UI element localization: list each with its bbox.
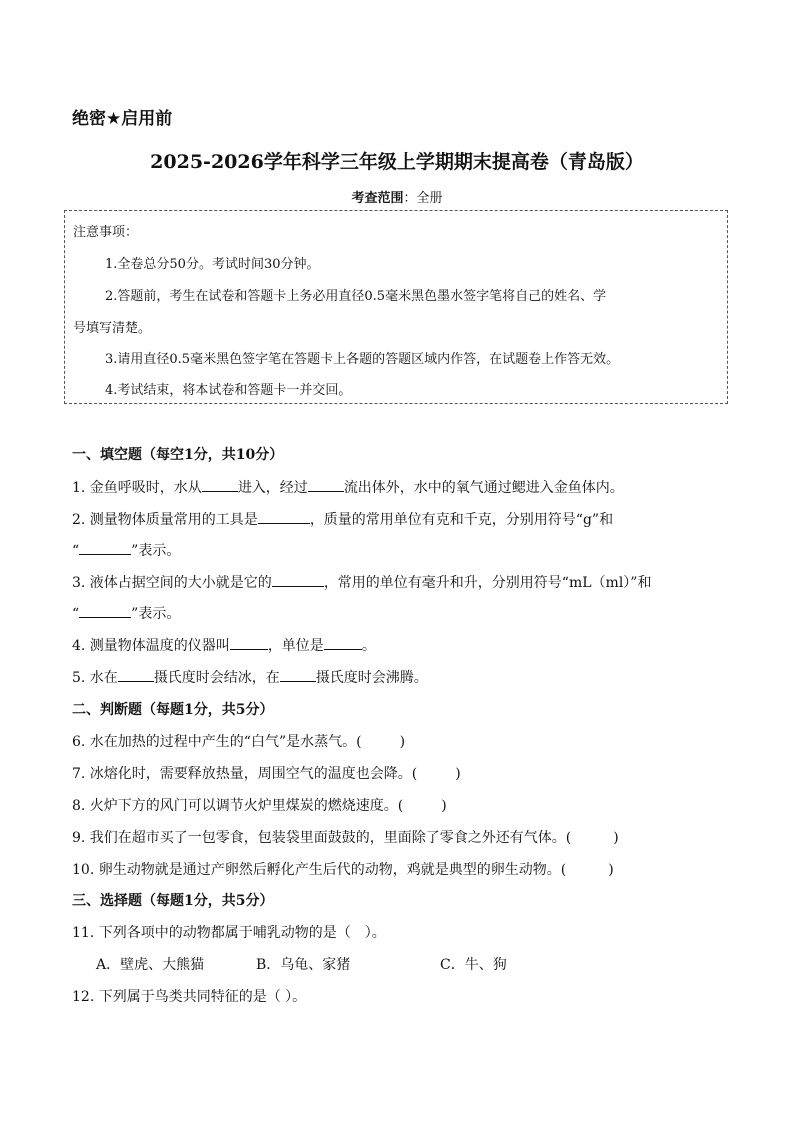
q3-text-b: ，常用的单位有毫升和升，分别用符号“mL（ml）”和 xyxy=(323,575,652,591)
answer-blank[interactable] xyxy=(79,603,131,618)
scope-label: 考查范围 xyxy=(351,191,404,206)
answer-blank[interactable] xyxy=(280,667,316,682)
q6-text: 6. 水在加热的过程中产生的“白气”是水蒸气。( xyxy=(72,734,362,750)
answer-blank[interactable] xyxy=(202,477,238,492)
q11-option-a[interactable]: A．壁虎、大熊猫 xyxy=(96,957,205,973)
question-6 xyxy=(72,731,405,751)
question-12: 12. 下列属于鸟类共同特征的是（ ）。 xyxy=(72,989,307,1005)
notice-box xyxy=(64,210,728,404)
q6-close: ) xyxy=(399,734,406,750)
confidential-mark: 绝密★启用前 xyxy=(72,109,173,129)
q9-close: ) xyxy=(613,830,619,846)
question-5 xyxy=(72,667,428,687)
q1-text-b: 进入，经过 xyxy=(237,480,308,496)
q4-text-a: 4. 测量物体温度的仪器叫 xyxy=(72,638,230,654)
question-3 xyxy=(72,572,651,592)
question-3-cont xyxy=(72,603,180,623)
exam-title: 2025-2026学年科学三年级上学期期末提高卷（青岛版） xyxy=(150,151,644,173)
q2-text-b: ，质量的常用单位有克和千克，分别用符号“g”和 xyxy=(309,512,614,528)
notice-heading: 注意事项： xyxy=(73,225,139,240)
answer-blank[interactable] xyxy=(118,667,154,682)
q3-text-c: ”表示。 xyxy=(131,606,181,622)
q2-text-a: 2. 测量物体质量常用的工具是 xyxy=(72,512,258,528)
exam-scope xyxy=(0,187,794,206)
answer-blank[interactable] xyxy=(258,509,310,524)
question-9 xyxy=(72,827,619,847)
q5-text-a: 5. 水在 xyxy=(72,670,118,686)
section-judgment-heading: 二、判断题（每题1分，共5分） xyxy=(72,702,274,718)
q4-text-c: 。 xyxy=(361,638,376,654)
scope-value: ：全册 xyxy=(403,191,443,206)
q2-text-c: ”表示。 xyxy=(131,543,181,559)
q11-option-b[interactable]: B．乌龟、家猪 xyxy=(256,957,351,973)
answer-blank[interactable] xyxy=(272,572,324,587)
answer-blank[interactable] xyxy=(230,635,268,650)
q9-text: 9. 我们在超市买了一包零食，包装袋里面鼓鼓的，里面除了零食之外还有气体。( xyxy=(72,830,572,846)
q4-text-b: ，单位是 xyxy=(267,638,324,654)
q10-text: 10. 卵生动物就是通过产卵然后孵化产生后代的动物，鸡就是典型的卵生动物。( xyxy=(72,862,567,878)
notice-item-3: 3.请用直径0.5毫米黑色签字笔在答题卡上各题的答题区域内作答，在试题卷上作答无效。 xyxy=(105,352,620,367)
q10-close: ) xyxy=(608,862,614,878)
q1-text-c: 流出体外，水中的氧气通过鳃进入金鱼体内。 xyxy=(343,480,624,496)
section-fill-in-heading: 一、填空题（每空1分，共10分） xyxy=(72,447,284,463)
section-choice-heading: 三、选择题（每题1分，共5分） xyxy=(72,893,274,909)
q5-text-b: 摄氏度时会结冰，在 xyxy=(153,670,280,686)
q7-text: 7. 冰熔化时，需要释放热量，周围空气的温度也会降。( xyxy=(72,766,418,782)
notice-item-2: 2.答题前，考生在试卷和答题卡上务必用直径0.5毫米黑色墨水签字笔将自己的姓名、学 xyxy=(105,289,607,304)
question-11: 11. 下列各项中的动物都属于哺乳动物的是（ ）。 xyxy=(72,925,386,941)
q1-text-a: 1. 金鱼呼吸时，水从 xyxy=(72,480,202,496)
notice-item-1: 1.全卷总分50分。考试时间30分钟。 xyxy=(105,257,320,272)
q8-text: 8. 火炉下方的风门可以调节火炉里煤炭的燃烧速度。( xyxy=(72,798,404,814)
q8-close: ) xyxy=(441,798,447,814)
notice-item-4: 4.考试结束，将本试卷和答题卡一并交回。 xyxy=(105,383,352,398)
question-8 xyxy=(72,795,447,815)
question-7 xyxy=(72,763,461,783)
question-4 xyxy=(72,635,376,655)
question-10 xyxy=(72,859,614,879)
q3-quote-open: “ xyxy=(72,606,80,622)
q3-text-a: 3. 液体占据空间的大小就是它的 xyxy=(72,575,272,591)
question-1 xyxy=(72,477,624,497)
answer-blank[interactable] xyxy=(79,540,131,555)
q7-close: ) xyxy=(455,766,461,782)
q2-quote-open: “ xyxy=(72,543,80,559)
notice-item-2-cont: 号填写清楚。 xyxy=(73,321,152,336)
q11-option-c[interactable]: C．牛、狗 xyxy=(440,957,507,973)
answer-blank[interactable] xyxy=(308,477,344,492)
question-2 xyxy=(72,509,613,529)
q5-text-c: 摄氏度时会沸腾。 xyxy=(315,670,428,686)
question-2-cont xyxy=(72,540,180,560)
answer-blank[interactable] xyxy=(324,635,362,650)
